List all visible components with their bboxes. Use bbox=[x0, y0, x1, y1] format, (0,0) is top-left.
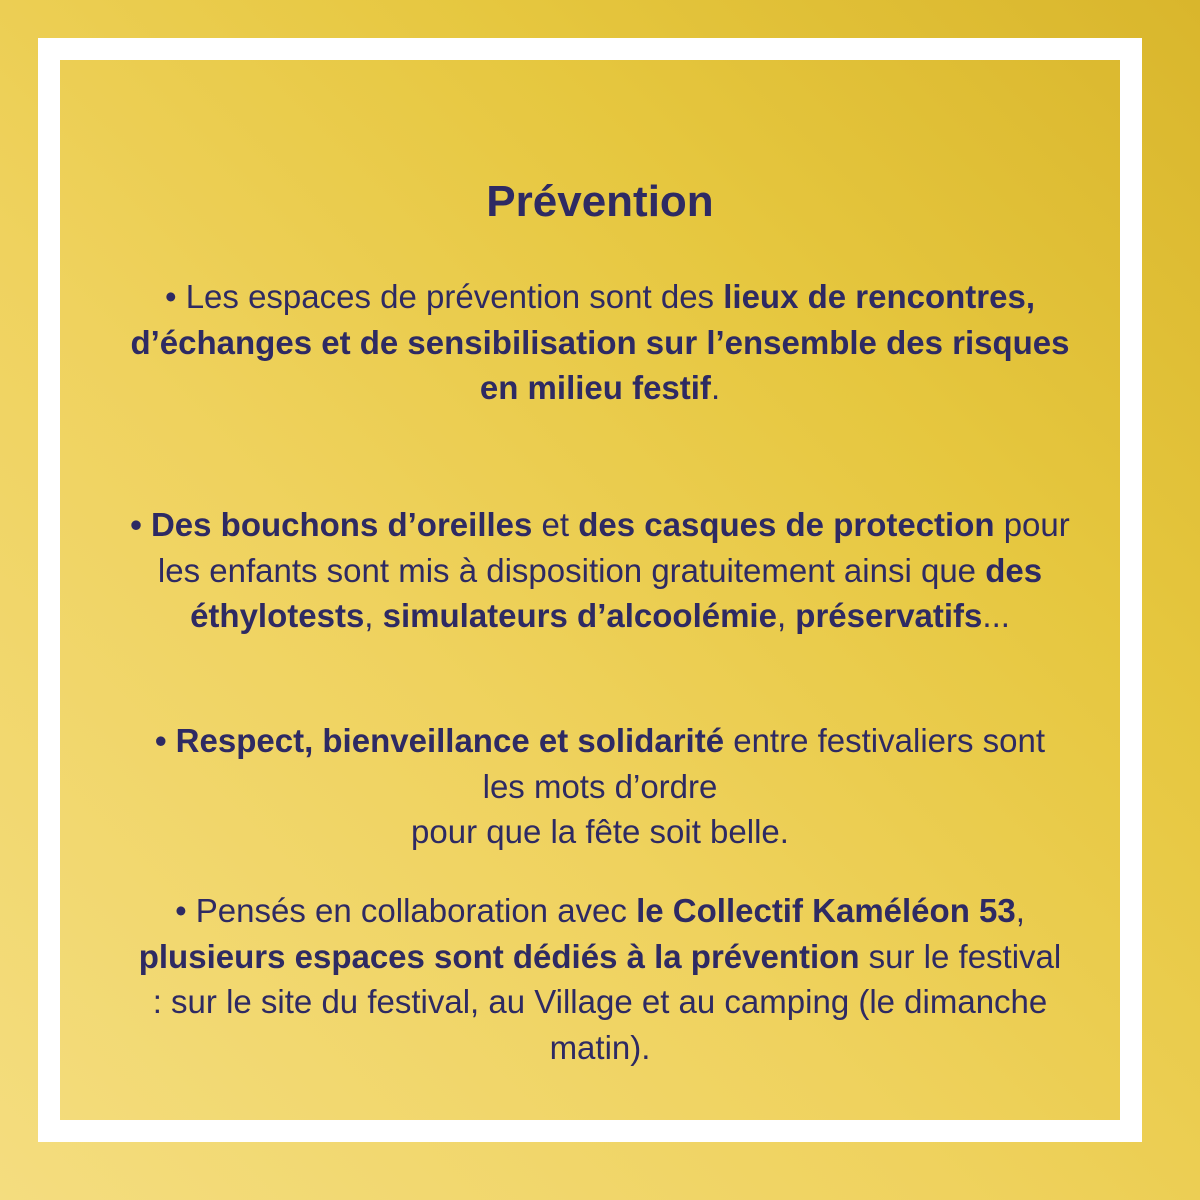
bold-text-span: • Respect, bienveillance et solidarité bbox=[154, 722, 725, 759]
page-title: Prévention bbox=[486, 177, 714, 226]
paragraph-respect bbox=[130, 718, 1070, 855]
bold-text-span: préservatifs bbox=[795, 597, 983, 634]
text-span: , bbox=[364, 597, 383, 634]
text-span: • Pensés en collaboration avec bbox=[175, 892, 637, 929]
paragraph-protection-equipment bbox=[130, 502, 1070, 639]
text-span: et bbox=[532, 506, 579, 543]
text-span: sur le festival : sur le site du festival, au Village et au camping (le dimanche matin). bbox=[152, 937, 1062, 1066]
text-span: pour que la fête soit belle. bbox=[411, 813, 789, 850]
paragraph-collaboration bbox=[130, 888, 1070, 1070]
text-span: , bbox=[1015, 892, 1025, 929]
text-span: ... bbox=[982, 597, 1010, 634]
text-span: pour les enfants sont mis à disposition gratuitement ainsi que bbox=[157, 506, 1070, 589]
prevention-panel bbox=[60, 60, 1140, 1140]
text-span: . bbox=[710, 369, 721, 406]
bold-text-span: plusieurs espaces sont dédiés à la prévention bbox=[138, 937, 860, 975]
text-span: , bbox=[776, 597, 796, 634]
bold-text-span: des éthylotests bbox=[190, 551, 1043, 634]
bold-text-span: simulateurs d’alcoolémie bbox=[382, 597, 777, 634]
text-span: • Les espaces de prévention sont des bbox=[164, 278, 724, 315]
text-span: entre festivaliers sont les mots d’ordre bbox=[482, 722, 1046, 805]
bold-text-span: lieux de rencontres, d’échanges et de sensibilisation sur l’ensemble des risques en milieu festif bbox=[130, 278, 1070, 406]
paragraph-prevention-spaces bbox=[130, 274, 1070, 411]
bold-text-span: des casques de protection bbox=[578, 506, 995, 543]
bold-text-span: • Des bouchons d’oreilles bbox=[130, 506, 533, 543]
bold-text-span: le Collectif Kaméléon 53 bbox=[636, 892, 1016, 929]
